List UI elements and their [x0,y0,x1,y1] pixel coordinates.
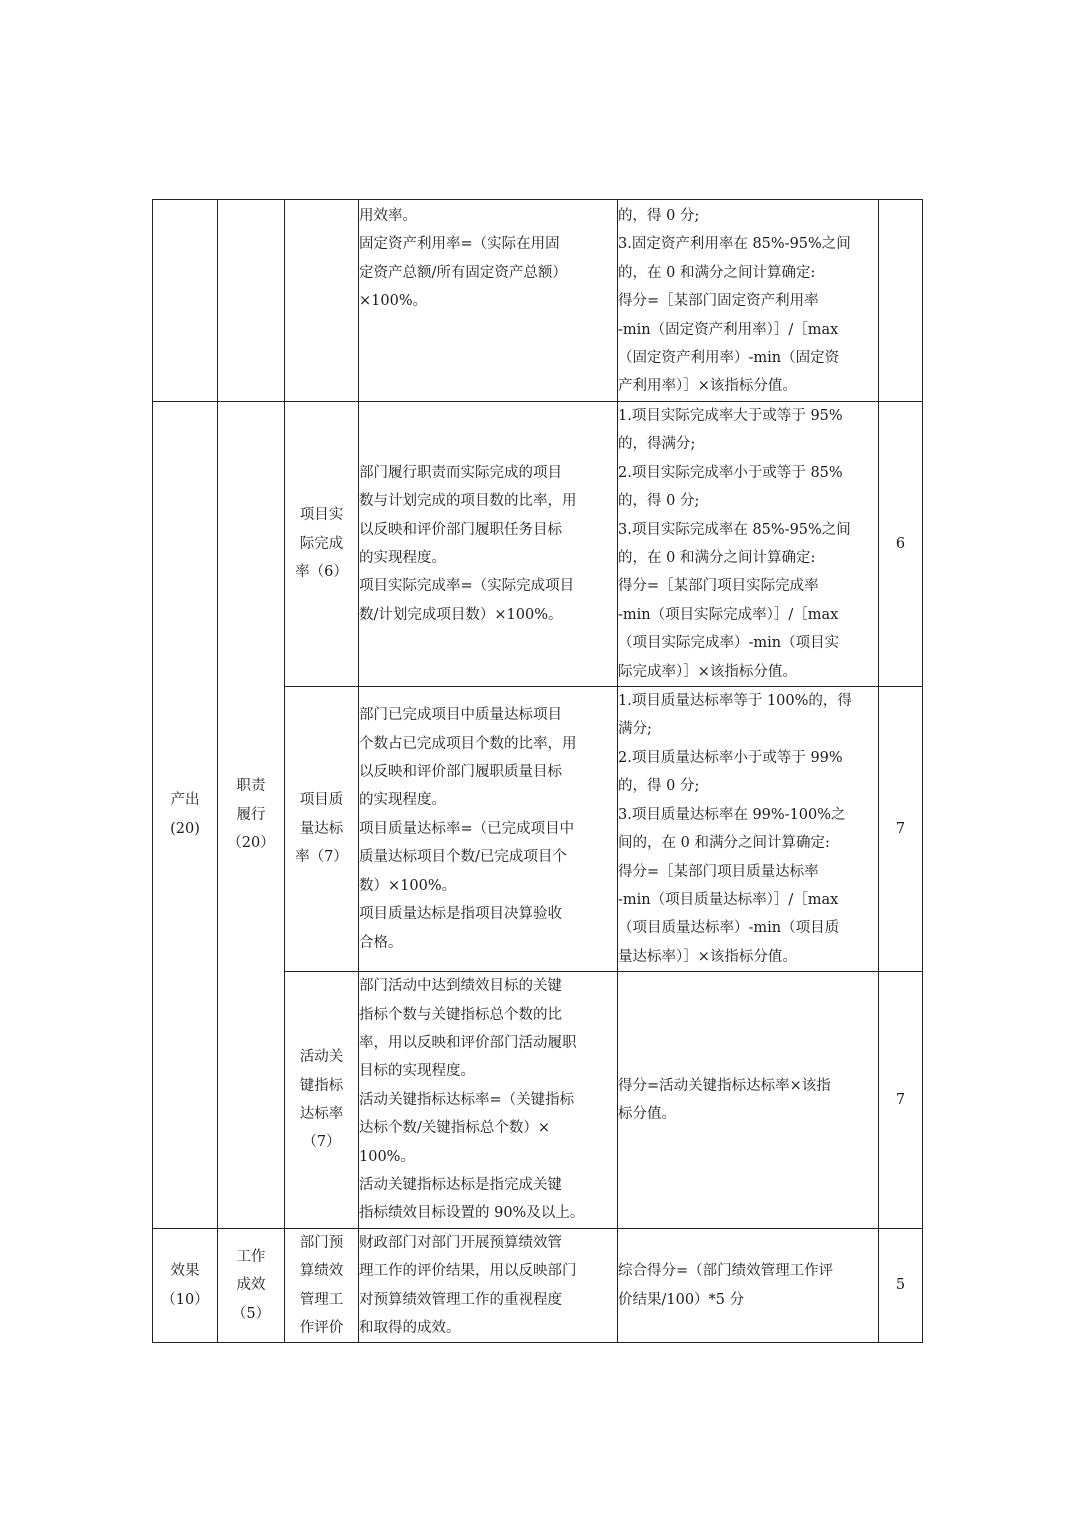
cell-line: 综合得分=（部门绩效管理工作评 [618,1263,834,1280]
definition-cell [359,687,618,972]
cell-line: 活动关 [299,1049,344,1066]
cell-line: （20） [227,835,275,852]
cell-line: 和取得的成效。 [359,1320,461,1336]
cell-line: 的，在 0 和满分之间计算确定: [618,550,816,567]
score-cell: 7 [879,972,923,1229]
cell-line: 际完成 [299,535,344,552]
cell-line: 活动关键指标达标率=（关键指标 [359,1091,575,1108]
cell-line: 项目质量达标率=（已完成项目中 [359,820,575,837]
cell-line: 得分=［某部门项目质量达标率 [618,863,819,880]
cell-line: 的实现程度。 [359,792,446,809]
cell-line: 固定资产利用率=（实际在用固 [359,236,560,253]
cell-line: 个数占已完成项目个数的比率，用 [359,735,577,752]
cell-line: 间的，在 0 和满分之间计算确定: [618,835,830,852]
cell-line: 率，用以反映和评价部门活动履职 [359,1034,577,1051]
cell-line: 管理工 [299,1291,344,1308]
cell-line: 指标绩效目标设置的 90%及以上。 [359,1205,585,1222]
cell-line: 的，得 0 分; [618,208,700,224]
cell-line: 合格。 [359,934,403,951]
cell-line: 率（7） [295,849,348,866]
cell-line: 作评价 [299,1320,344,1336]
subcategory-cell [218,200,285,402]
cell-line: 得分=［某部门固定资产利用率 [618,293,819,310]
scoring-cell [618,972,879,1229]
score-cell: 7 [879,687,923,972]
cell-line: 质量达标项目个数/已完成项目个 [359,849,567,866]
cell-line: （5） [231,1305,271,1322]
cell-line: 效果 [170,1263,200,1280]
table-row [153,402,923,687]
cell-line: 产出 [170,792,200,809]
cell-line: -min（固定资产利用率）］/［max [618,321,839,338]
cell-line: 项目质 [299,792,344,809]
cell-line: 的，得满分; [618,436,696,453]
cell-line: 算绩效 [299,1263,344,1280]
cell-line: 2.项目质量达标率小于或等于 99% [618,749,843,766]
definition-cell [359,402,618,687]
cell-line: 部门已完成项目中质量达标项目 [359,707,562,724]
cell-line: 指标个数与关键指标总个数的比 [359,1006,562,1023]
cell-line: 对预算绩效管理工作的重视程度 [359,1291,562,1308]
cell-line: 的，得 0 分; [618,493,700,510]
cell-line: 活动关键指标达标是指完成关键 [359,1176,562,1193]
scoring-cell [618,402,879,687]
scoring-cell [618,200,879,402]
cell-line: 1.项目质量达标率等于 100%的，得 [618,693,852,710]
cell-line: 定资产总额/所有固定资产总额） [359,264,567,281]
cell-line: 职责 [236,778,266,795]
cell-line: 的实现程度。 [359,550,446,567]
cell-line: 际完成率）］×该指标分值。 [618,663,797,680]
cell-line: 标分值。 [618,1105,676,1122]
category-cell [153,402,218,1229]
cell-line: （项目质量达标率）-min（项目质 [618,920,840,937]
cell-line: （10） [161,1291,209,1308]
cell-line: 部门履行职责而实际完成的项目 [359,464,562,481]
cell-line: -min（项目实际完成率）］/［max [618,606,839,623]
category-cell [153,200,218,402]
cell-line: 得分=［某部门项目实际完成率 [618,578,819,595]
cell-line: 项目实 [299,507,344,524]
subcategory-cell [218,1228,285,1343]
evaluation-table [152,199,923,1343]
table-row [153,1228,923,1343]
cell-line: 项目质量达标是指项目决算验收 [359,906,562,923]
cell-line: 的，在 0 和满分之间计算确定: [618,264,816,281]
cell-line: （项目实际完成率）-min（项目实 [618,635,840,652]
cell-line: 3.项目质量达标率在 99%-100%之 [618,806,846,823]
indicator-cell [285,1228,359,1343]
indicator-cell [285,687,359,972]
cell-line: 以反映和评价部门履职任务目标 [359,521,562,538]
definition-cell [359,972,618,1229]
cell-line: 得分=活动关键指标达标率×该指 [618,1077,831,1094]
cell-line: 的，得 0 分; [618,778,700,795]
cell-line: 数与计划完成的项目数的比率，用 [359,493,577,510]
scoring-cell [618,687,879,972]
cell-line: 100%。 [359,1148,415,1165]
indicator-cell [285,972,359,1229]
indicator-cell [285,200,359,402]
cell-line: 用效率。 [359,208,417,224]
cell-line: 达标率 [299,1105,344,1122]
cell-line: 1.项目实际完成率大于或等于 95% [618,408,843,424]
cell-line: 2.项目实际完成率小于或等于 85% [618,464,843,481]
cell-line: 部门活动中达到绩效目标的关键 [359,978,562,995]
score-cell: 6 [879,402,923,687]
definition-cell [359,1228,618,1343]
cell-line: 量达标率）］×该指标分值。 [618,948,797,965]
cell-line: ×100%。 [359,293,428,310]
cell-line: 理工作的评价结果，用以反映部门 [359,1263,577,1280]
cell-line: 量达标 [299,820,344,837]
cell-line: 项目实际完成率=（实际完成项目 [359,578,575,595]
cell-line: (20) [170,820,200,837]
table-row [153,200,923,402]
cell-line: 3.固定资产利用率在 85%-95%之间 [618,236,851,253]
cell-line: 满分; [618,721,652,738]
cell-line: 率（6） [295,564,348,581]
scoring-cell [618,1228,879,1343]
score-cell: 5 [879,1228,923,1343]
cell-line: 价结果/100）*5 分 [618,1291,745,1308]
cell-line: 部门预 [299,1234,344,1251]
category-cell [153,1228,218,1343]
definition-cell [359,200,618,402]
cell-line: 数/计划完成项目数）×100%。 [359,606,563,623]
cell-line: （7） [302,1134,341,1151]
cell-line: 工作 [236,1248,266,1265]
cell-line: 以反映和评价部门履职质量目标 [359,764,562,781]
cell-line: 数）×100%。 [359,877,457,894]
cell-line: 成效 [236,1277,266,1294]
cell-line: 财政部门对部门开展预算绩效管 [359,1234,562,1251]
subcategory-cell [218,402,285,1229]
cell-line: （固定资产利用率）-min（固定资 [618,350,840,367]
cell-line: 产利用率）］×该指标分值。 [618,378,797,395]
score-cell [879,200,923,402]
cell-line: 履行 [236,806,266,823]
cell-line: -min（项目质量达标率）］/［max [618,891,839,908]
indicator-cell [285,402,359,687]
cell-line: 3.项目实际完成率在 85%-95%之间 [618,521,851,538]
cell-line: 达标个数/关键指标总个数）× [359,1120,551,1137]
cell-line: 键指标 [299,1077,344,1094]
cell-line: 目标的实现程度。 [359,1063,475,1080]
